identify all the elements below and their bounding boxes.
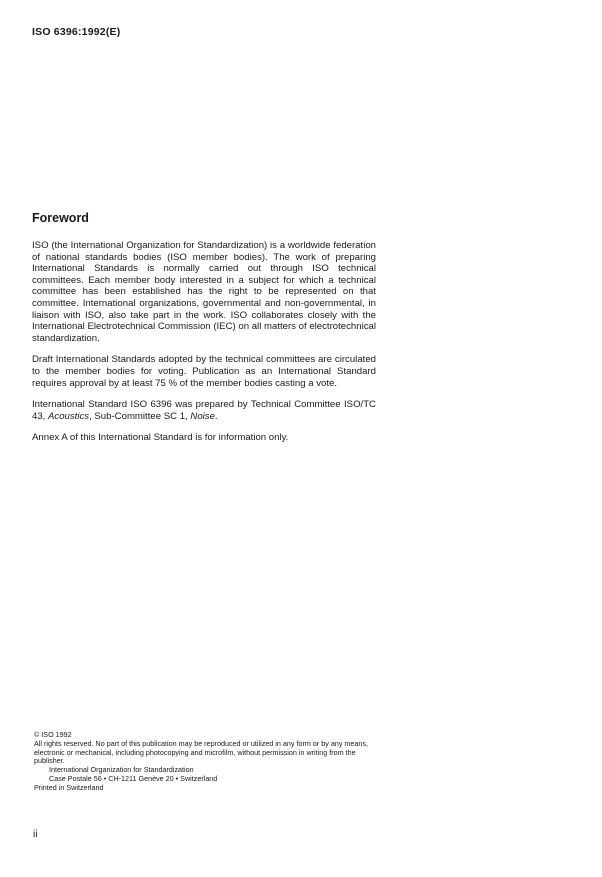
noise-italic: Noise bbox=[190, 410, 215, 422]
copyright-line: © ISO 1992 bbox=[34, 730, 72, 739]
rights-statement: All rights reserved. No part of this publication may be reproduced or utilized in any form or by any means, electronic or mechanical, including photocopying and microfilm, without permission in writing from the publisher. bbox=[34, 738, 368, 766]
page-number: ii bbox=[33, 829, 38, 840]
org-address: Case Postale 56 • CH-1211 Genève 20 • Switzerland bbox=[49, 773, 218, 783]
paragraph-3-text-a: International Standard ISO 6396 was prepared by Technical Committee ISO/TC 43, bbox=[32, 399, 376, 422]
section-title: Foreword bbox=[32, 211, 89, 225]
paragraph-3 bbox=[32, 399, 376, 422]
foreword-body bbox=[32, 240, 376, 454]
document-id-header: ISO 6396:1992(E) bbox=[32, 26, 121, 38]
paragraph-2: Draft International Standards adopted by the technical committees are circulated to the member bodies for voting. Publication as an International Standard requires approval by at least 75 % of the member bodies casting a vote. bbox=[32, 354, 376, 389]
paragraph-3-text-c: . bbox=[214, 410, 218, 422]
paragraph-1: ISO (the International Organization for Standardization) is a worldwide federation of national standards bodies (ISO member bodies). The work of preparing International Standards is normally carried out through ISO technical committees. Each member body interested in a subject for which a technical committee has been established has the right to be represented on that committee. International organizations, governmental and non-governmental, in liaison with ISO, also take part in the work. ISO collaborates closely with the International Electrotechnical Commission (IEC) on all matters of electrotechnical standardization. bbox=[32, 240, 376, 344]
acoustics-italic: Acoustics bbox=[48, 410, 90, 422]
copyright-footer bbox=[34, 731, 384, 793]
paragraph-3-text-b: , Sub-Committee SC 1, bbox=[89, 410, 191, 422]
paragraph-4: Annex A of this International Standard is for information only. bbox=[32, 432, 289, 444]
printed-in: Printed in Switzerland bbox=[34, 782, 104, 792]
org-name: International Organization for Standardization bbox=[49, 765, 194, 775]
